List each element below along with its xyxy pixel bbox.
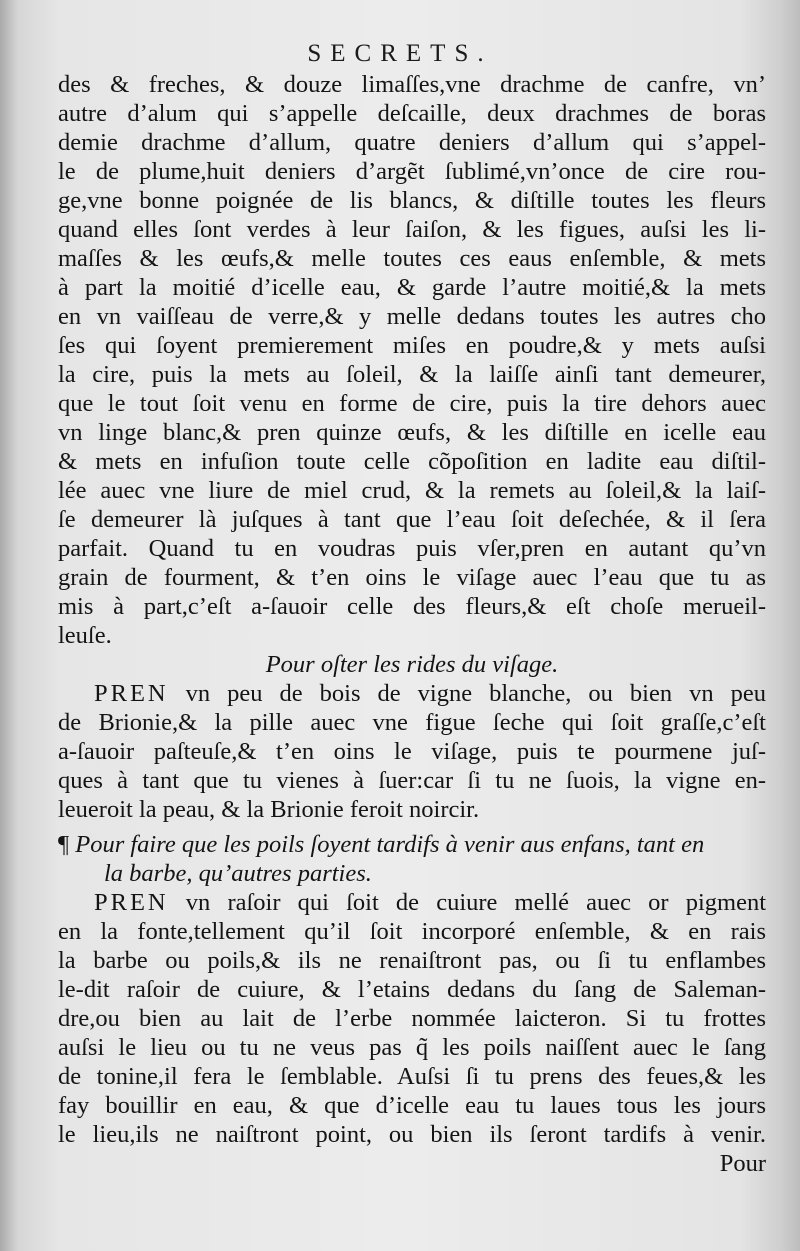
text-line: leueroit la peau, & la Brionie feroit noircir. [58,796,480,823]
text-line: vn linge blanc,& pren quinze œufs, & les diſtille en icelle eau [58,419,766,446]
text-block [58,70,766,1178]
section-heading-continuation: la barbe, qu’autres parties. [104,860,372,887]
text-line: lée auec vne liure de miel crud, & la remets au ſoleil,& la laiſ- [58,477,766,504]
text-line: la barbe ou poils,& ils ne renaiſtront pas, ou ſi tu enflambes [58,947,766,974]
section-heading [58,830,766,859]
text-line [58,679,766,708]
heading-fragment: Pour faire que les poils ſoyent tardifs à venir aus enfans, tant en [75,831,705,858]
text-line: la cire, puis la mets au ſoleil, & la laiſſe ainſi tant demeurer, [58,361,766,388]
text-fragment: vn raſoir qui ſoit de cuiure mellé auec or pigment [185,889,766,916]
text-line: en la fonte,tellement qu’il ſoit incorporé enſemble, & en rais [58,918,766,945]
text-line: ſes qui ſoyent premierement miſes en poudre,& y mets auſsi [58,332,766,359]
text-line: parfait. Quand tu en voudras puis vſer,pren en autant qu’vn [58,535,766,562]
text-line: en vn vaiſſeau de verre,& y melle dedans toutes les autres cho [58,303,766,330]
text-line: dre,ou bien au lait de l’erbe nommée laicteron. Si tu frottes [58,1005,766,1032]
text-line [58,888,766,917]
text-line: a-ſauoir paſteuſe,& t’en oins le viſage, puis te pourmene juſ- [58,738,766,765]
text-fragment: vn peu de bois de vigne blanche, ou bien vn peu [185,680,766,707]
text-line: à part la moitié d’icelle eau, & garde l’autre moitié,& la mets [58,274,766,301]
catchword: Pour [719,1150,766,1177]
section-recipe-continuation [58,70,766,650]
text-line: quand elles ſont verdes à leur ſaiſon, & les figues, auſsi les li- [58,216,766,243]
text-line: ſe demeurer là juſques à tant que l’eau ſoit deſechée, & il ſera [58,506,766,533]
text-line: leuſe. [58,622,112,649]
text-line: demie drachme d’allum, quatre deniers d’allum qui s’appel- [58,129,766,156]
text-line: que le tout ſoit venu en forme de cire, puis la tire dehors auec [58,390,766,417]
text-line: ge,vne bonne poignée de lis blancs, & diſtille toutes les fleurs [58,187,766,214]
text-line: autre d’alum qui s’appelle deſcaille, deux drachmes de boras [58,100,766,127]
text-line: grain de fourment, & t’en oins le viſage auec l’eau que tu as [58,564,766,591]
text-line: maſſes & les œufs,& melle toutes ces eaus enſemble, & mets [58,245,766,272]
section-heading: Pour oſter les rides du viſage. [265,651,559,678]
text-line: des & freches, & douze limaſſes,vne drachme de canfre, vn’ [58,71,766,98]
running-header: SECRETS. [307,40,493,67]
lead-word: PREN [94,889,169,916]
text-line: de tonine,il fera le ſemblable. Auſsi ſi tu prens des feues,& les [58,1063,766,1090]
text-line: le-dit raſoir de cuiure, & l’etains dedans du ſang de Saleman- [58,976,766,1003]
section-hair-growth [58,830,766,1178]
text-line: de Brionie,& la pille auec vne figue ſeche qui ſoit graſſe,c’eſt [58,709,766,736]
text-line: auſsi le lieu ou tu ne veus pas q̃ les poils naiſſent auec le ſang [58,1034,766,1061]
text-line: le lieu,ils ne naiſtront point, ou bien ils ſeront tardifs à venir. [58,1121,766,1148]
lead-word: PREN [94,680,169,707]
section-remove-wrinkles [58,650,766,824]
text-line: & mets en infuſion toute celle cõpoſition en ladite eau diſtil- [58,448,766,475]
text-line: mis à part,c’eſt a-ſauoir celle des fleurs,& eſt choſe merueil- [58,593,766,620]
pilcrow-icon: ¶ [58,831,70,858]
text-line: fay bouillir en eau, & que d’icelle eau tu laues tous les jours [58,1092,766,1119]
text-line: ques à tant que tu vienes à ſuer:car ſi tu ne ſuois, la vigne en- [58,767,766,794]
text-line: le de plume,huit deniers d’argẽt ſublimé,vn’once de cire rou- [58,158,766,185]
